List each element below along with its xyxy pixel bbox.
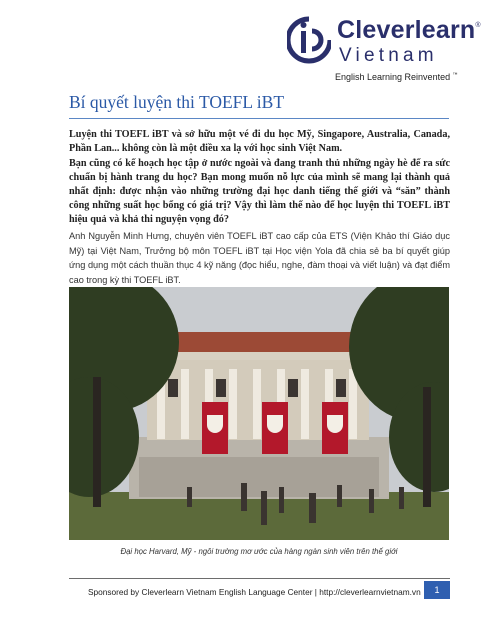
footer-divider: [69, 578, 450, 579]
page-number-badge: 1: [424, 581, 450, 599]
harvard-library-photo: [69, 287, 449, 540]
logo-tagline: English Learning Reinvented ™: [335, 72, 458, 82]
cleverlearn-logo-mark-icon: [287, 16, 331, 66]
title-underline: [69, 118, 449, 119]
article-title: Bí quyết luyện thi TOEFL iBT: [69, 92, 285, 112]
cleverlearn-logo: [287, 14, 487, 86]
logo-brand-name: Cleverlearn®: [337, 16, 481, 44]
intro-paragraph: Luyện thi TOEFL iBT và sở hữu một vé đi du học Mỹ, Singapore, Australia, Canada, Phần Lan... không còn là một điều xa lạ với học sinh Việt Nam.: [69, 129, 450, 154]
footer-sponsor-text: Sponsored by Cleverlearn Vietnam English Language Center | http://cleverlearnvietnam.vn: [88, 587, 421, 597]
harvard-library-illustration: [69, 287, 449, 540]
photo-caption: Đại học Harvard, Mỹ - ngôi trường mơ ước của hàng ngàn sinh viên trên thế giới: [120, 547, 398, 556]
question-paragraph: Bạn cũng có kế hoạch học tập ở nước ngoài và đang tranh thủ những ngày hè để ra sức chuẩn bị hành trang du học? Bạn mong muốn nỗ lực của mình sẽ mang lại thành quả nhất định: được nhận vào những trường đại học danh tiếng thế giới và “săn” thành công những suất học bổng có giá trị? Vậy thì làm thế nào để học luyện thi TOEFL iBT hiệu quả và khả thi nguyện vọng đó?: [69, 158, 450, 225]
body-paragraph: Anh Nguyễn Minh Hưng, chuyên viên TOEFL iBT cao cấp của ETS (Viện Khảo thí Giáo dục Mỹ) tại Việt Nam, Trưởng bộ môn TOEFL iBT tại Học viện Yola đã chia sẻ ba bí quyết giúp ứng dụng một cách thuần thục 4 kỹ năng (đọc hiểu, nghe, đàm thoại và viết luận) và đạt điểm cao trong kỳ thi TOEFL iBT.: [69, 231, 450, 285]
logo-country: Vietnam: [339, 45, 438, 66]
